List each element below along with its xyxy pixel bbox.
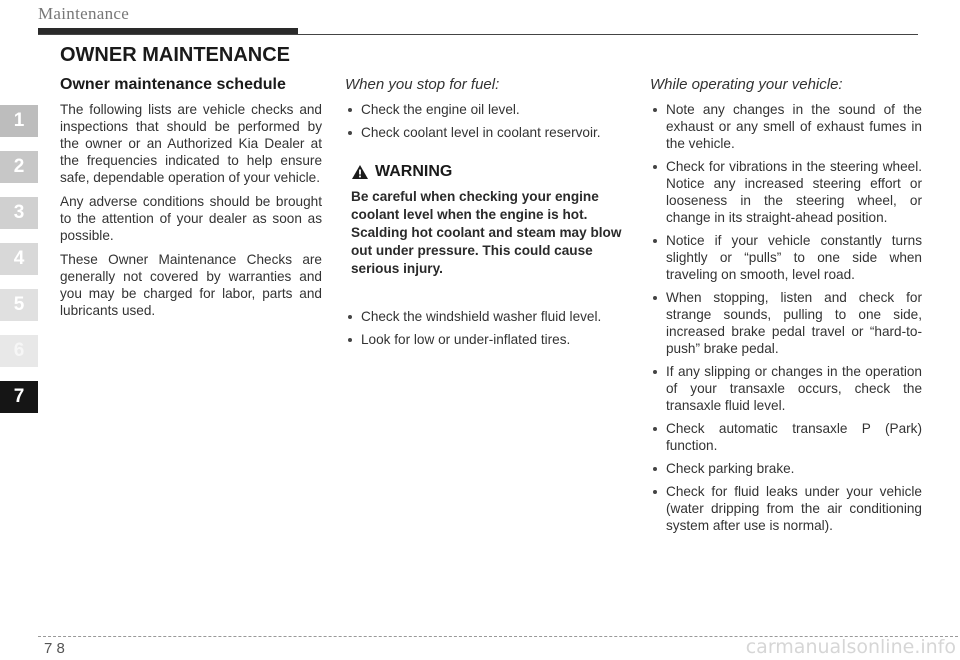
chapter-tab-3[interactable]: 3 (0, 197, 38, 229)
schedule-paragraph: The following lists are vehicle checks and inspections that should be performed by the owner or an Authorized Kia Dealer at the frequencies indicated to help ensure safe, dependable operation of your vehicle. (60, 102, 322, 185)
chapter-tab-1[interactable]: 1 (0, 105, 38, 137)
schedule-paragraph: Any adverse conditions should be brought to the attention of your dealer as soon as possible. (60, 194, 322, 243)
warning-triangle-icon (351, 164, 369, 180)
warning-box (345, 163, 630, 278)
list-item: When stopping, listen and check for strange sounds, pulling to one side, increased brake pedal travel or “hard-to-push” brake pedal. (650, 289, 922, 357)
operating-heading: While operating your vehicle: (650, 76, 843, 93)
list-item: Check the engine oil level. (345, 101, 630, 118)
schedule-heading: Owner maintenance schedule (60, 76, 286, 93)
fuel-column (345, 76, 630, 354)
chapter-tab-2[interactable]: 2 (0, 151, 38, 183)
watermark-text: carmanualsonline.info (745, 636, 956, 658)
page-number: 7 8 (44, 640, 65, 657)
list-item: Check the windshield washer fluid level. (345, 308, 630, 325)
chapter-tab-5[interactable]: 5 (0, 289, 38, 321)
operating-checklist (650, 101, 922, 534)
list-item: Check for fluid leaks under your vehicle (water dripping from the air conditioning system after use is normal). (650, 483, 922, 534)
list-item: Check for vibrations in the steering wheel. Notice any increased steering effort or looseness in the steering wheel, or change in its straight-ahead position. (650, 158, 922, 226)
list-item: Notice if your vehicle constantly turns slightly or “pulls” to one side when traveling on smooth, level road. (650, 232, 922, 283)
chapter-tab-6[interactable]: 6 (0, 335, 38, 367)
running-header: Maintenance (38, 4, 130, 23)
list-item: Check automatic transaxle P (Park) function. (650, 420, 922, 454)
list-item: Check coolant level in coolant reservoir. (345, 124, 630, 141)
warning-title: WARNING (375, 163, 453, 180)
fuel-heading: When you stop for fuel: (345, 76, 500, 93)
chapter-tab-7[interactable]: 7 (0, 381, 38, 413)
fuel-checklist (345, 101, 630, 141)
list-item: If any slipping or changes in the operation of your transaxle occurs, check the transaxle fluid level. (650, 363, 922, 414)
list-item: Check parking brake. (650, 460, 922, 477)
chapter-tabs (0, 105, 38, 427)
operating-column (650, 76, 922, 540)
page-title: OWNER MAINTENANCE (60, 44, 290, 66)
list-item: Note any changes in the sound of the exhaust or any smell of exhaust fumes in the vehicle. (650, 101, 922, 152)
schedule-column (60, 76, 322, 326)
warning-header (351, 163, 630, 180)
chapter-tab-4[interactable]: 4 (0, 243, 38, 275)
list-item: Look for low or under-inflated tires. (345, 331, 630, 348)
header-rule (38, 34, 918, 35)
warning-text: Be careful when checking your engine coolant level when the engine is hot. Scalding hot coolant and steam may blow out under pressure. This could cause serious injury. (351, 189, 622, 276)
schedule-paragraph: These Owner Maintenance Checks are generally not covered by warranties and you may be charged for labor, parts and lubricants used. (60, 252, 322, 318)
fuel-checklist-continued (345, 308, 630, 348)
